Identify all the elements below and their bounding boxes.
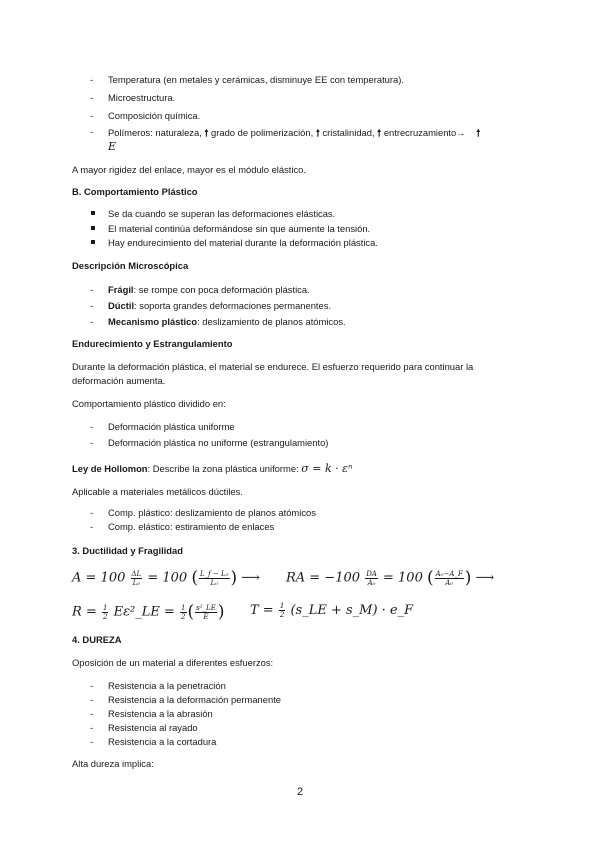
list-dash: - [90,284,94,295]
list-dash: - [90,300,94,311]
list-item: Hay endurecimiento del material durante la deformación plástica. [108,237,378,248]
section-b-title: B. Comportamiento Plástico [72,186,198,197]
list-item: Deformación plástica uniforme [108,421,235,432]
frac-num: 1 [102,603,108,612]
frac-num: ΔL [131,569,142,578]
list-dash: - [90,110,94,121]
equation-r: R = $\frac{1}{2}$ Eε²_LE = $\frac{1}{2}$ ( $\frac{\text{s²\_LE}}{E}$ ) [72,602,225,622]
polymer-part2: grado de polimerización, [211,127,314,138]
list-dash: - [90,421,94,432]
fraction [131,570,143,587]
list-dash: - [90,722,94,733]
arrow-up-icon: 🠕 [315,127,320,138]
hollomon-formula: σ = k · εⁿ [301,462,353,475]
list-item [108,300,331,311]
frac-den: 2 [102,612,108,621]
list-dash: - [90,708,94,719]
equation-ra: RA = −100 $\frac{DA}{\text{A₀}}$ = 100 ( $\frac{\text{A₀−A\_F}}{\text{A₀}}$ ) ⟶ [286,568,495,588]
polymer-result: E [108,140,117,153]
endurecimiento-line2: deformación aumenta. [72,375,166,386]
eq-a-lhs: A = 100 [72,570,126,586]
endurecimiento-line1: Durante la deformación plástica, el material se endurece. El esfuerzo requerido para continuar la [72,361,474,372]
fraction [102,604,108,621]
frac-den: A₀ [445,578,454,587]
polymer-item [108,126,480,142]
frac-num: A₀−A_F [435,569,463,578]
list-item [108,284,310,295]
bullet-square [91,211,95,215]
eq-t-lhs: T = [250,603,274,618]
equation-a: A = 100 $\frac{\Delta L}{\text{L₀}}$ = 100 ( $\frac{\text{L\_f − L₀}}{\text{L₀}}$ ) ⟶ [72,568,260,588]
descripcion-title: Descripción Microscópica [72,260,189,271]
list-item: Resistencia al rayado [108,722,198,733]
list-item: Microestructura. [108,92,176,103]
eq-a-mid: = 100 [147,570,188,586]
section-4-title: 4. DUREZA [72,634,122,645]
list-item: Resistencia a la penetración [108,680,226,691]
term-text: : deslizamiento de planos atómicos. [197,316,346,327]
list-dash: - [90,437,94,448]
endurecimiento-title: Endurecimiento y Estrangulamiento [72,338,233,349]
frac-den: 2 [181,612,186,621]
list-dash: - [90,74,94,85]
polymer-part4: entrecruzamiento→ [383,127,466,138]
fraction [365,570,378,587]
term-text: : soporta grandes deformaciones permanentes. [134,300,332,311]
eq-ra-lhs: RA = −100 [286,570,361,586]
list-dash: - [90,92,94,103]
list-item: Temperatura (en metales y cerámicas, disminuye EE con temperatura). [108,74,404,85]
frac-num: DA [366,569,377,578]
list-item: Se da cuando se superan las deformaciones elásticas. [108,208,336,219]
frac-den: 2 [279,611,285,619]
eq-r-lhs: R = [72,604,97,620]
fraction [279,602,285,619]
eq-t-rest: (s_LE + s_M) · e_F [290,603,414,618]
list-dash: - [90,736,94,747]
list-dash: - [90,507,94,518]
list-item [108,316,346,327]
fraction [199,570,230,587]
list-item: Composición química. [108,110,201,121]
bullet-square [91,226,95,230]
list-item: Comp. plástico: deslizamiento de planos atómicos [108,507,316,518]
term-text: : se rompe con poca deformación plástica. [133,284,310,295]
list-item: El material continúa deformándose sin que aumente la tensión. [108,223,371,234]
list-dash: - [90,521,94,532]
frac-den: A₀ [367,578,376,587]
list-item: Deformación plástica no uniforme (estrangulamiento) [108,437,329,448]
list-item: Resistencia a la abrasión [108,708,213,719]
rigidez-text: A mayor rigidez del enlace, mayor es el módulo elástico. [72,164,306,175]
bullet-square [91,240,95,244]
arrow-up-icon: 🠕 [476,127,481,138]
eq-r-mid: Eε²_LE = [113,604,175,620]
arrow-right-icon: ⟶ [475,570,495,586]
page-number: 2 [297,786,304,798]
frac-den: E [203,612,209,621]
eq-ra-mid: = 100 [383,570,423,586]
list-dash: - [90,316,94,327]
alta-dureza-text: Alta dureza implica: [72,758,154,769]
arrow-up-icon: 🠕 [377,127,382,138]
polymer-prefix: Polímeros: naturaleza, [108,127,202,138]
term: Dúctil [108,300,135,311]
fraction [435,570,464,587]
hollomon-text: : Describe la zona plástica uniforme: [147,463,302,474]
fraction [195,604,217,621]
frac-den: L₀ [210,578,218,587]
frac-num: s²_LE [196,603,216,612]
arrow-up-icon: 🠕 [204,127,209,138]
list-dash: - [90,694,94,705]
frac-num: L_f − L₀ [199,569,229,578]
list-item: Resistencia a la deformación permanente [108,694,282,705]
frac-den: L₀ [132,578,141,587]
hollomon-line [72,462,353,475]
list-item: Resistencia a la cortadura [108,736,217,747]
frac-num: 1 [279,602,285,610]
fraction [180,604,186,621]
list-item: Comp. elástico: estiramiento de enlaces [108,521,275,532]
section-4-intro: Oposición de un material a diferentes esfuerzos: [72,657,274,668]
term: Mecanismo plástico [108,316,198,327]
frac-num: 1 [181,603,186,612]
aplicable-text: Aplicable a materiales metálicos dúctiles. [72,486,243,497]
term: Frágil [108,284,134,295]
equation-t [250,602,413,619]
section-3-title: 3. Ductilidad y Fragilidad [72,545,183,556]
list-dash: - [90,680,94,691]
hollomon-term: Ley de Hollomon [72,463,148,474]
divided-text: Comportamiento plástico dividido en: [72,398,226,409]
polymer-part3: cristalinidad, [322,127,375,138]
list-dash: - [90,126,94,137]
arrow-right-icon: ⟶ [241,570,260,586]
